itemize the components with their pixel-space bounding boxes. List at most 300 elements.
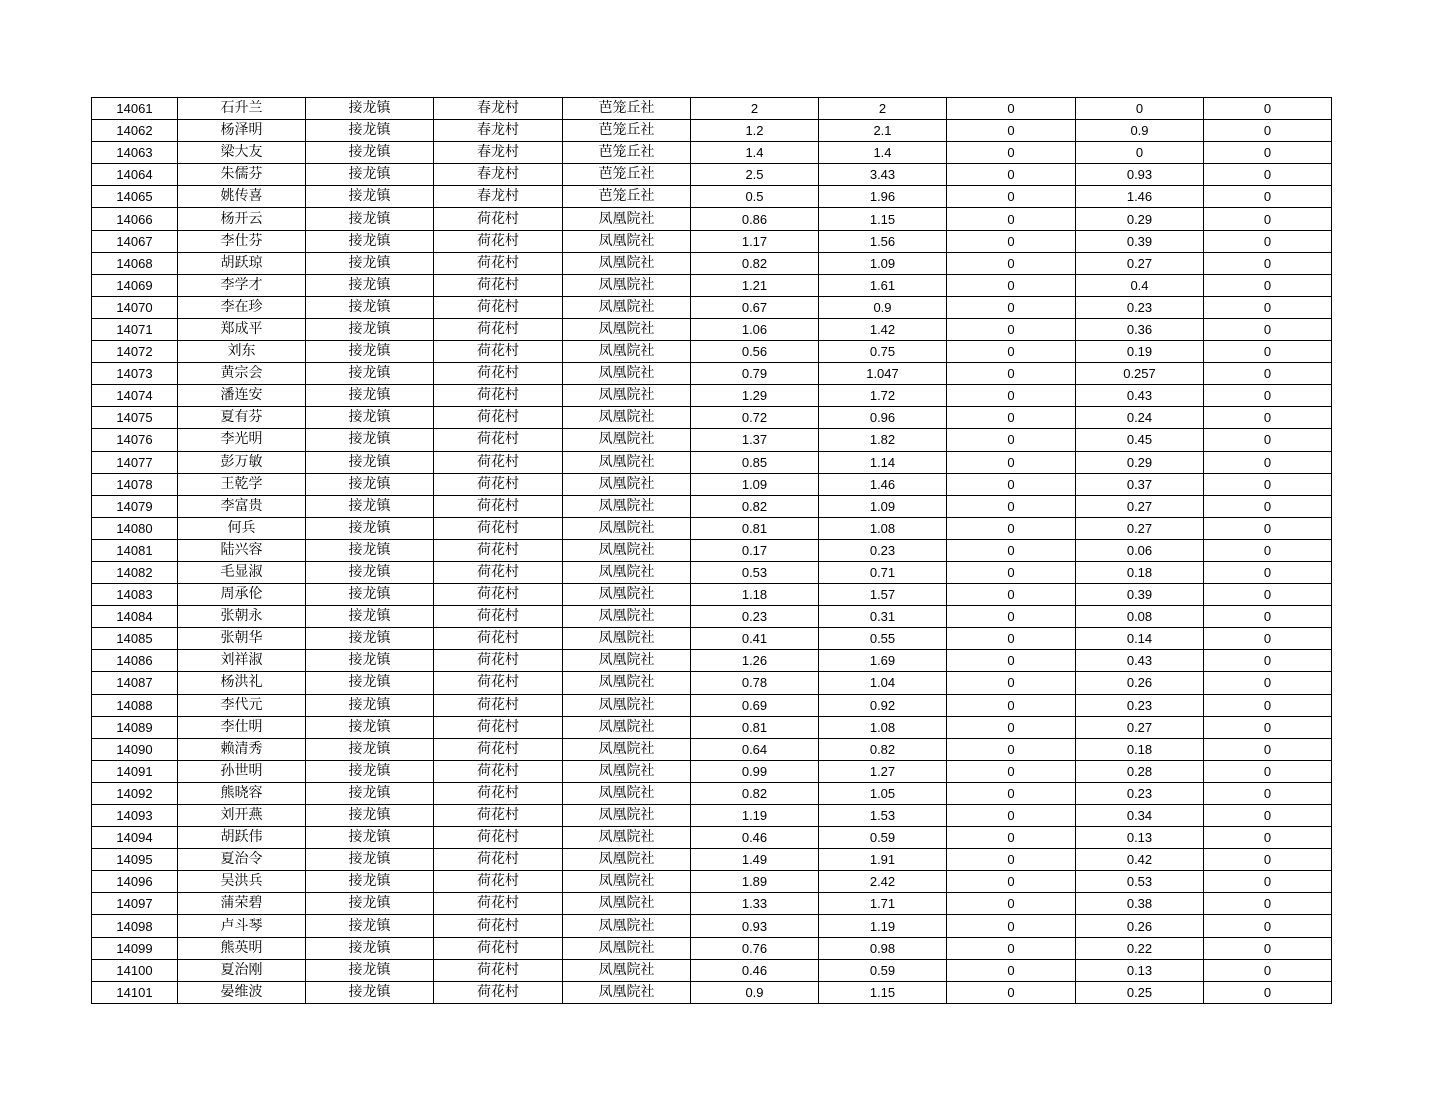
table-row	[92, 473, 1332, 495]
group-cell: 凤凰院社	[563, 363, 691, 385]
record-id-cell: 14065	[92, 186, 178, 208]
table-row	[92, 738, 1332, 760]
value-c-cell: 0	[947, 981, 1076, 1003]
value-b-cell: 0.96	[819, 407, 947, 429]
group-cell: 芭笼丘社	[563, 186, 691, 208]
name-cell: 梁大友	[178, 142, 306, 164]
value-a-cell: 1.89	[691, 871, 819, 893]
value-e-cell: 0	[1204, 407, 1332, 429]
value-d-cell: 0.14	[1076, 628, 1204, 650]
value-e-cell: 0	[1204, 363, 1332, 385]
value-e-cell: 0	[1204, 164, 1332, 186]
village-cell: 荷花村	[434, 738, 563, 760]
village-cell: 荷花村	[434, 208, 563, 230]
group-cell: 凤凰院社	[563, 981, 691, 1003]
value-a-cell: 0.86	[691, 208, 819, 230]
value-d-cell: 0.93	[1076, 164, 1204, 186]
name-cell: 李仕明	[178, 716, 306, 738]
value-a-cell: 1.09	[691, 473, 819, 495]
value-e-cell: 0	[1204, 561, 1332, 583]
record-id-cell: 14081	[92, 539, 178, 561]
group-cell: 凤凰院社	[563, 672, 691, 694]
town-cell: 接龙镇	[306, 451, 434, 473]
value-e-cell: 0	[1204, 760, 1332, 782]
table-row	[92, 296, 1332, 318]
table-row	[92, 230, 1332, 252]
name-cell: 胡跃伟	[178, 827, 306, 849]
table-row	[92, 827, 1332, 849]
table-row	[92, 407, 1332, 429]
record-id-cell: 14093	[92, 805, 178, 827]
value-b-cell: 1.15	[819, 208, 947, 230]
value-d-cell: 0.53	[1076, 871, 1204, 893]
value-e-cell: 0	[1204, 296, 1332, 318]
value-a-cell: 0.17	[691, 539, 819, 561]
group-cell: 凤凰院社	[563, 252, 691, 274]
village-cell: 荷花村	[434, 274, 563, 296]
value-b-cell: 1.57	[819, 584, 947, 606]
value-e-cell: 0	[1204, 208, 1332, 230]
village-cell: 荷花村	[434, 893, 563, 915]
value-d-cell: 0.25	[1076, 981, 1204, 1003]
value-b-cell: 0.31	[819, 606, 947, 628]
name-cell: 王乾学	[178, 473, 306, 495]
village-cell: 荷花村	[434, 341, 563, 363]
record-id-cell: 14087	[92, 672, 178, 694]
value-a-cell: 0.46	[691, 827, 819, 849]
value-d-cell: 0	[1076, 98, 1204, 120]
village-cell: 春龙村	[434, 98, 563, 120]
village-cell: 荷花村	[434, 407, 563, 429]
table-row	[92, 495, 1332, 517]
town-cell: 接龙镇	[306, 561, 434, 583]
group-cell: 凤凰院社	[563, 606, 691, 628]
value-c-cell: 0	[947, 849, 1076, 871]
name-cell: 夏治令	[178, 849, 306, 871]
value-e-cell: 0	[1204, 849, 1332, 871]
group-cell: 凤凰院社	[563, 584, 691, 606]
value-c-cell: 0	[947, 584, 1076, 606]
group-cell: 凤凰院社	[563, 495, 691, 517]
value-d-cell: 0.23	[1076, 694, 1204, 716]
value-b-cell: 1.09	[819, 495, 947, 517]
value-e-cell: 0	[1204, 694, 1332, 716]
value-c-cell: 0	[947, 716, 1076, 738]
group-cell: 凤凰院社	[563, 893, 691, 915]
value-b-cell: 1.27	[819, 760, 947, 782]
value-a-cell: 1.26	[691, 650, 819, 672]
record-id-cell: 14066	[92, 208, 178, 230]
value-c-cell: 0	[947, 738, 1076, 760]
table-row	[92, 208, 1332, 230]
value-a-cell: 0.82	[691, 495, 819, 517]
village-cell: 荷花村	[434, 871, 563, 893]
value-a-cell: 1.37	[691, 429, 819, 451]
value-a-cell: 1.21	[691, 274, 819, 296]
value-e-cell: 0	[1204, 915, 1332, 937]
value-b-cell: 1.4	[819, 142, 947, 164]
value-e-cell: 0	[1204, 517, 1332, 539]
value-b-cell: 1.047	[819, 363, 947, 385]
value-c-cell: 0	[947, 827, 1076, 849]
name-cell: 朱儒芬	[178, 164, 306, 186]
value-a-cell: 1.19	[691, 805, 819, 827]
table-row	[92, 142, 1332, 164]
group-cell: 凤凰院社	[563, 782, 691, 804]
record-id-cell: 14096	[92, 871, 178, 893]
value-e-cell: 0	[1204, 120, 1332, 142]
value-b-cell: 1.14	[819, 451, 947, 473]
town-cell: 接龙镇	[306, 385, 434, 407]
value-b-cell: 1.82	[819, 429, 947, 451]
record-id-cell: 14091	[92, 760, 178, 782]
town-cell: 接龙镇	[306, 230, 434, 252]
name-cell: 熊英明	[178, 937, 306, 959]
value-d-cell: 0.38	[1076, 893, 1204, 915]
name-cell: 陆兴容	[178, 539, 306, 561]
value-c-cell: 0	[947, 561, 1076, 583]
village-cell: 荷花村	[434, 451, 563, 473]
value-a-cell: 0.82	[691, 782, 819, 804]
value-b-cell: 1.46	[819, 473, 947, 495]
record-id-cell: 14063	[92, 142, 178, 164]
value-c-cell: 0	[947, 407, 1076, 429]
record-id-cell: 14080	[92, 517, 178, 539]
value-b-cell: 0.98	[819, 937, 947, 959]
table-row	[92, 959, 1332, 981]
name-cell: 李仕芬	[178, 230, 306, 252]
value-e-cell: 0	[1204, 318, 1332, 340]
town-cell: 接龙镇	[306, 363, 434, 385]
name-cell: 周承伦	[178, 584, 306, 606]
value-e-cell: 0	[1204, 716, 1332, 738]
town-cell: 接龙镇	[306, 186, 434, 208]
value-b-cell: 1.15	[819, 981, 947, 1003]
value-d-cell: 0.45	[1076, 429, 1204, 451]
value-e-cell: 0	[1204, 341, 1332, 363]
value-c-cell: 0	[947, 252, 1076, 274]
value-b-cell: 0.82	[819, 738, 947, 760]
value-c-cell: 0	[947, 429, 1076, 451]
town-cell: 接龙镇	[306, 782, 434, 804]
value-b-cell: 1.53	[819, 805, 947, 827]
value-c-cell: 0	[947, 274, 1076, 296]
village-cell: 荷花村	[434, 937, 563, 959]
value-d-cell: 0.34	[1076, 805, 1204, 827]
village-cell: 荷花村	[434, 628, 563, 650]
value-c-cell: 0	[947, 208, 1076, 230]
group-cell: 凤凰院社	[563, 517, 691, 539]
value-a-cell: 0.72	[691, 407, 819, 429]
town-cell: 接龙镇	[306, 142, 434, 164]
group-cell: 凤凰院社	[563, 341, 691, 363]
table-row	[92, 760, 1332, 782]
value-c-cell: 0	[947, 142, 1076, 164]
value-d-cell: 0.27	[1076, 252, 1204, 274]
table-row	[92, 716, 1332, 738]
value-a-cell: 0.67	[691, 296, 819, 318]
value-d-cell: 0.26	[1076, 672, 1204, 694]
village-cell: 荷花村	[434, 694, 563, 716]
value-b-cell: 3.43	[819, 164, 947, 186]
town-cell: 接龙镇	[306, 164, 434, 186]
value-c-cell: 0	[947, 164, 1076, 186]
record-id-cell: 14075	[92, 407, 178, 429]
value-e-cell: 0	[1204, 429, 1332, 451]
value-e-cell: 0	[1204, 142, 1332, 164]
value-c-cell: 0	[947, 318, 1076, 340]
value-b-cell: 1.05	[819, 782, 947, 804]
group-cell: 凤凰院社	[563, 694, 691, 716]
value-e-cell: 0	[1204, 606, 1332, 628]
name-cell: 吴洪兵	[178, 871, 306, 893]
name-cell: 郑成平	[178, 318, 306, 340]
table-row	[92, 539, 1332, 561]
value-c-cell: 0	[947, 937, 1076, 959]
town-cell: 接龙镇	[306, 760, 434, 782]
value-c-cell: 0	[947, 694, 1076, 716]
group-cell: 凤凰院社	[563, 429, 691, 451]
village-cell: 荷花村	[434, 429, 563, 451]
value-d-cell: 0.36	[1076, 318, 1204, 340]
group-cell: 芭笼丘社	[563, 120, 691, 142]
table-row	[92, 429, 1332, 451]
value-d-cell: 0.28	[1076, 760, 1204, 782]
group-cell: 凤凰院社	[563, 208, 691, 230]
value-b-cell: 0.92	[819, 694, 947, 716]
value-e-cell: 0	[1204, 539, 1332, 561]
name-cell: 刘开燕	[178, 805, 306, 827]
value-d-cell: 0.29	[1076, 208, 1204, 230]
value-a-cell: 0.53	[691, 561, 819, 583]
data-table	[91, 97, 1332, 1004]
name-cell: 李富贵	[178, 495, 306, 517]
name-cell: 杨洪礼	[178, 672, 306, 694]
name-cell: 潘连安	[178, 385, 306, 407]
value-b-cell: 1.69	[819, 650, 947, 672]
town-cell: 接龙镇	[306, 805, 434, 827]
group-cell: 凤凰院社	[563, 230, 691, 252]
record-id-cell: 14094	[92, 827, 178, 849]
name-cell: 熊晓容	[178, 782, 306, 804]
value-e-cell: 0	[1204, 937, 1332, 959]
name-cell: 石升兰	[178, 98, 306, 120]
group-cell: 凤凰院社	[563, 650, 691, 672]
village-cell: 荷花村	[434, 561, 563, 583]
value-d-cell: 0.22	[1076, 937, 1204, 959]
village-cell: 荷花村	[434, 230, 563, 252]
value-e-cell: 0	[1204, 628, 1332, 650]
value-d-cell: 0.27	[1076, 716, 1204, 738]
name-cell: 李代元	[178, 694, 306, 716]
value-a-cell: 1.49	[691, 849, 819, 871]
value-c-cell: 0	[947, 539, 1076, 561]
value-a-cell: 1.29	[691, 385, 819, 407]
value-a-cell: 0.46	[691, 959, 819, 981]
value-e-cell: 0	[1204, 650, 1332, 672]
value-d-cell: 0.43	[1076, 385, 1204, 407]
record-id-cell: 14099	[92, 937, 178, 959]
record-id-cell: 14083	[92, 584, 178, 606]
table-row	[92, 451, 1332, 473]
table-row	[92, 584, 1332, 606]
table-row	[92, 120, 1332, 142]
table-row	[92, 805, 1332, 827]
record-id-cell: 14071	[92, 318, 178, 340]
group-cell: 凤凰院社	[563, 385, 691, 407]
name-cell: 张朝华	[178, 628, 306, 650]
value-a-cell: 0.79	[691, 363, 819, 385]
value-b-cell: 1.08	[819, 517, 947, 539]
town-cell: 接龙镇	[306, 650, 434, 672]
village-cell: 荷花村	[434, 782, 563, 804]
group-cell: 凤凰院社	[563, 473, 691, 495]
town-cell: 接龙镇	[306, 517, 434, 539]
value-c-cell: 0	[947, 495, 1076, 517]
table-row	[92, 981, 1332, 1003]
table-body	[92, 98, 1332, 1004]
value-c-cell: 0	[947, 672, 1076, 694]
village-cell: 荷花村	[434, 584, 563, 606]
name-cell: 晏维波	[178, 981, 306, 1003]
table-row	[92, 915, 1332, 937]
value-a-cell: 0.23	[691, 606, 819, 628]
value-b-cell: 1.71	[819, 893, 947, 915]
value-d-cell: 0.42	[1076, 849, 1204, 871]
village-cell: 荷花村	[434, 252, 563, 274]
value-d-cell: 0.13	[1076, 827, 1204, 849]
group-cell: 凤凰院社	[563, 805, 691, 827]
town-cell: 接龙镇	[306, 407, 434, 429]
group-cell: 凤凰院社	[563, 849, 691, 871]
value-d-cell: 0.23	[1076, 782, 1204, 804]
value-b-cell: 2	[819, 98, 947, 120]
value-c-cell: 0	[947, 230, 1076, 252]
record-id-cell: 14079	[92, 495, 178, 517]
village-cell: 荷花村	[434, 760, 563, 782]
group-cell: 凤凰院社	[563, 738, 691, 760]
name-cell: 刘东	[178, 341, 306, 363]
group-cell: 凤凰院社	[563, 871, 691, 893]
town-cell: 接龙镇	[306, 584, 434, 606]
value-c-cell: 0	[947, 473, 1076, 495]
village-cell: 荷花村	[434, 296, 563, 318]
table-row	[92, 672, 1332, 694]
village-cell: 春龙村	[434, 120, 563, 142]
value-b-cell: 0.23	[819, 539, 947, 561]
value-a-cell: 0.99	[691, 760, 819, 782]
value-e-cell: 0	[1204, 584, 1332, 606]
value-b-cell: 0.75	[819, 341, 947, 363]
value-a-cell: 0.56	[691, 341, 819, 363]
town-cell: 接龙镇	[306, 318, 434, 340]
village-cell: 荷花村	[434, 650, 563, 672]
name-cell: 黄宗会	[178, 363, 306, 385]
value-c-cell: 0	[947, 959, 1076, 981]
value-d-cell: 0.06	[1076, 539, 1204, 561]
table-row	[92, 871, 1332, 893]
value-d-cell: 0.9	[1076, 120, 1204, 142]
town-cell: 接龙镇	[306, 694, 434, 716]
town-cell: 接龙镇	[306, 252, 434, 274]
value-b-cell: 1.56	[819, 230, 947, 252]
record-id-cell: 14062	[92, 120, 178, 142]
value-a-cell: 1.18	[691, 584, 819, 606]
value-d-cell: 0.39	[1076, 584, 1204, 606]
name-cell: 夏治刚	[178, 959, 306, 981]
name-cell: 卢斗琴	[178, 915, 306, 937]
value-b-cell: 1.72	[819, 385, 947, 407]
value-d-cell: 0.13	[1076, 959, 1204, 981]
group-cell: 凤凰院社	[563, 760, 691, 782]
value-e-cell: 0	[1204, 805, 1332, 827]
value-b-cell: 2.42	[819, 871, 947, 893]
record-id-cell: 14072	[92, 341, 178, 363]
value-e-cell: 0	[1204, 871, 1332, 893]
value-d-cell: 0.26	[1076, 915, 1204, 937]
group-cell: 凤凰院社	[563, 539, 691, 561]
group-cell: 芭笼丘社	[563, 164, 691, 186]
value-b-cell: 1.09	[819, 252, 947, 274]
village-cell: 荷花村	[434, 473, 563, 495]
group-cell: 凤凰院社	[563, 628, 691, 650]
record-id-cell: 14097	[92, 893, 178, 915]
value-d-cell: 0.27	[1076, 495, 1204, 517]
name-cell: 李在珍	[178, 296, 306, 318]
record-id-cell: 14068	[92, 252, 178, 274]
village-cell: 荷花村	[434, 606, 563, 628]
value-c-cell: 0	[947, 606, 1076, 628]
value-e-cell: 0	[1204, 451, 1332, 473]
town-cell: 接龙镇	[306, 738, 434, 760]
name-cell: 何兵	[178, 517, 306, 539]
value-d-cell: 0.18	[1076, 738, 1204, 760]
group-cell: 凤凰院社	[563, 407, 691, 429]
town-cell: 接龙镇	[306, 937, 434, 959]
name-cell: 李光明	[178, 429, 306, 451]
value-c-cell: 0	[947, 760, 1076, 782]
table-row	[92, 252, 1332, 274]
value-d-cell: 0.39	[1076, 230, 1204, 252]
value-a-cell: 0.93	[691, 915, 819, 937]
group-cell: 芭笼丘社	[563, 142, 691, 164]
value-e-cell: 0	[1204, 473, 1332, 495]
value-d-cell: 0.18	[1076, 561, 1204, 583]
town-cell: 接龙镇	[306, 495, 434, 517]
village-cell: 春龙村	[434, 142, 563, 164]
name-cell: 孙世明	[178, 760, 306, 782]
value-d-cell: 0.37	[1076, 473, 1204, 495]
village-cell: 荷花村	[434, 716, 563, 738]
group-cell: 凤凰院社	[563, 274, 691, 296]
group-cell: 凤凰院社	[563, 959, 691, 981]
value-d-cell: 0.4	[1076, 274, 1204, 296]
value-a-cell: 0.69	[691, 694, 819, 716]
name-cell: 彭万敏	[178, 451, 306, 473]
value-b-cell: 0.9	[819, 296, 947, 318]
record-id-cell: 14100	[92, 959, 178, 981]
value-c-cell: 0	[947, 628, 1076, 650]
table-row	[92, 628, 1332, 650]
value-c-cell: 0	[947, 296, 1076, 318]
value-b-cell: 1.04	[819, 672, 947, 694]
value-c-cell: 0	[947, 915, 1076, 937]
record-id-cell: 14069	[92, 274, 178, 296]
value-a-cell: 0.76	[691, 937, 819, 959]
village-cell: 荷花村	[434, 672, 563, 694]
value-e-cell: 0	[1204, 827, 1332, 849]
group-cell: 凤凰院社	[563, 827, 691, 849]
